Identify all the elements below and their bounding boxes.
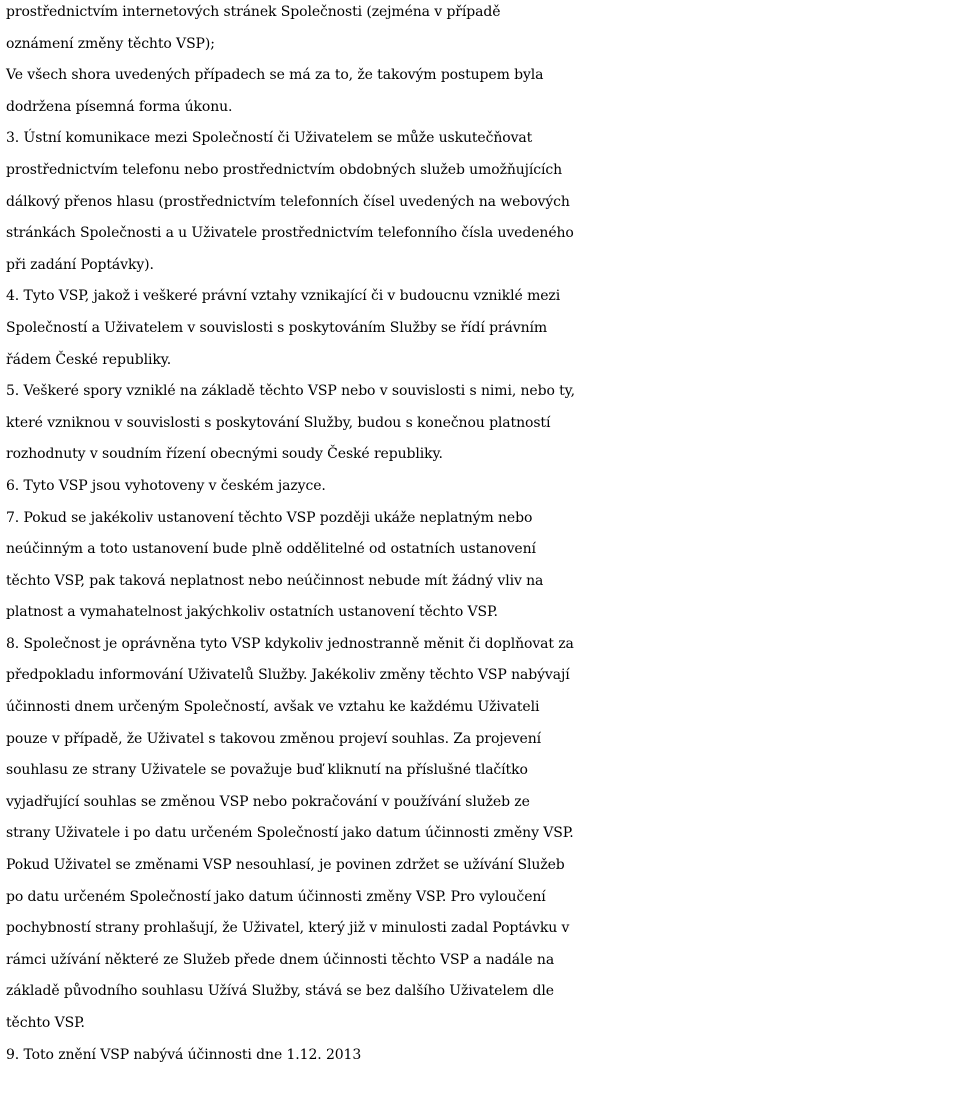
text-line: oznámení změny těchto VSP); — [6, 35, 215, 52]
text-line: dodržena písemná forma úkonu. — [6, 98, 233, 115]
paragraph-8-line: strany Uživatele i po datu určeném Společností jako datum účinnosti změny VSP. — [6, 825, 574, 842]
paragraph-5-line: 5. Veškeré spory vzniklé na základě těchto VSP nebo v souvislosti s nimi, nebo ty, — [6, 383, 575, 400]
paragraph-8-line: Pokud Uživatel se změnami VSP nesouhlasí, je povinen zdržet se užívání Služeb — [6, 857, 565, 874]
paragraph-3-line: 3. Ústní komunikace mezi Společností či Uživatelem se může uskutečňovat — [6, 130, 533, 147]
paragraph-4-line: Společností a Uživatelem v souvislosti s poskytováním Služby se řídí právním — [6, 319, 548, 336]
paragraph-3-line: dálkový přenos hlasu (prostřednictvím telefonních čísel uvedených na webových — [6, 193, 570, 210]
paragraph-8-line: těchto VSP. — [6, 1015, 85, 1031]
paragraph-9-line: 9. Toto znění VSP nabývá účinnosti dne 1.12. 2013 — [6, 1046, 362, 1063]
paragraph-3-line: při zadání Poptávky). — [6, 256, 154, 273]
paragraph-7-line: platnost a vymahatelnost jakýchkoliv ostatních ustanovení těchto VSP. — [6, 604, 498, 621]
paragraph-8-line: pouze v případě, že Uživatel s takovou změnou projeví souhlas. Za projevení — [6, 730, 542, 747]
paragraph-8-line: rámci užívání některé ze Služeb přede dnem účinnosti těchto VSP a nadále na — [6, 951, 555, 968]
text-line: prostřednictvím internetových stránek Společnosti (zejména v případě — [6, 4, 501, 20]
paragraph-8-line: účinnosti dnem určeným Společností, avšak ve vztahu ke každému Uživateli — [6, 699, 540, 716]
paragraph-8-line: předpokladu informování Uživatelů Služby. Jakékoliv změny těchto VSP nabývají — [6, 667, 570, 684]
paragraph-8-line: vyjadřující souhlas se změnou VSP nebo pokračování v používání služeb ze — [6, 793, 530, 810]
paragraph-4-line: řádem České republiky. — [6, 351, 172, 368]
paragraph-8-line: základě původního souhlasu Užívá Služby, stává se bez dalšího Uživatelem dle — [6, 983, 554, 1000]
paragraph-8-line: 8. Společnost je oprávněna tyto VSP kdykoliv jednostranně měnit či doplňovat za — [6, 635, 574, 652]
paragraph-6-line: 6. Tyto VSP jsou vyhotoveny v českém jazyce. — [6, 477, 326, 494]
paragraph-7-line: těchto VSP, pak taková neplatnost nebo neúčinnost nebude mít žádný vliv na — [6, 572, 544, 589]
paragraph-8-line: po datu určeném Společností jako datum účinnosti změny VSP. Pro vyloučení — [6, 888, 546, 905]
paragraph-5-line: které vzniknou v souvislosti s poskytování Služby, budou s konečnou platností — [6, 414, 551, 431]
paragraph-5-line: rozhodnuty v soudním řízení obecnými soudy České republiky. — [6, 446, 443, 463]
paragraph-7-line: 7. Pokud se jakékoliv ustanovení těchto VSP později ukáže neplatným nebo — [6, 509, 533, 526]
text-line: Ve všech shora uvedených případech se má za to, že takovým postupem byla — [6, 67, 544, 84]
paragraph-8-line: souhlasu ze strany Uživatele se považuje buď kliknutí na příslušné tlačítko — [6, 762, 528, 779]
paragraph-8-line: pochybností strany prohlašují, že Uživatel, který již v minulosti zadal Poptávku v — [6, 920, 570, 937]
paragraph-4-line: 4. Tyto VSP, jakož i veškeré právní vztahy vznikající či v budoucnu vzniklé mezi — [6, 288, 561, 305]
paragraph-7-line: neúčinným a toto ustanovení bude plně oddělitelné od ostatních ustanovení — [6, 541, 536, 558]
paragraph-3-line: prostřednictvím telefonu nebo prostřednictvím obdobných služeb umožňujících — [6, 161, 563, 178]
paragraph-3-line: stránkách Společnosti a u Uživatele prostřednictvím telefonního čísla uvedeného — [6, 225, 574, 242]
